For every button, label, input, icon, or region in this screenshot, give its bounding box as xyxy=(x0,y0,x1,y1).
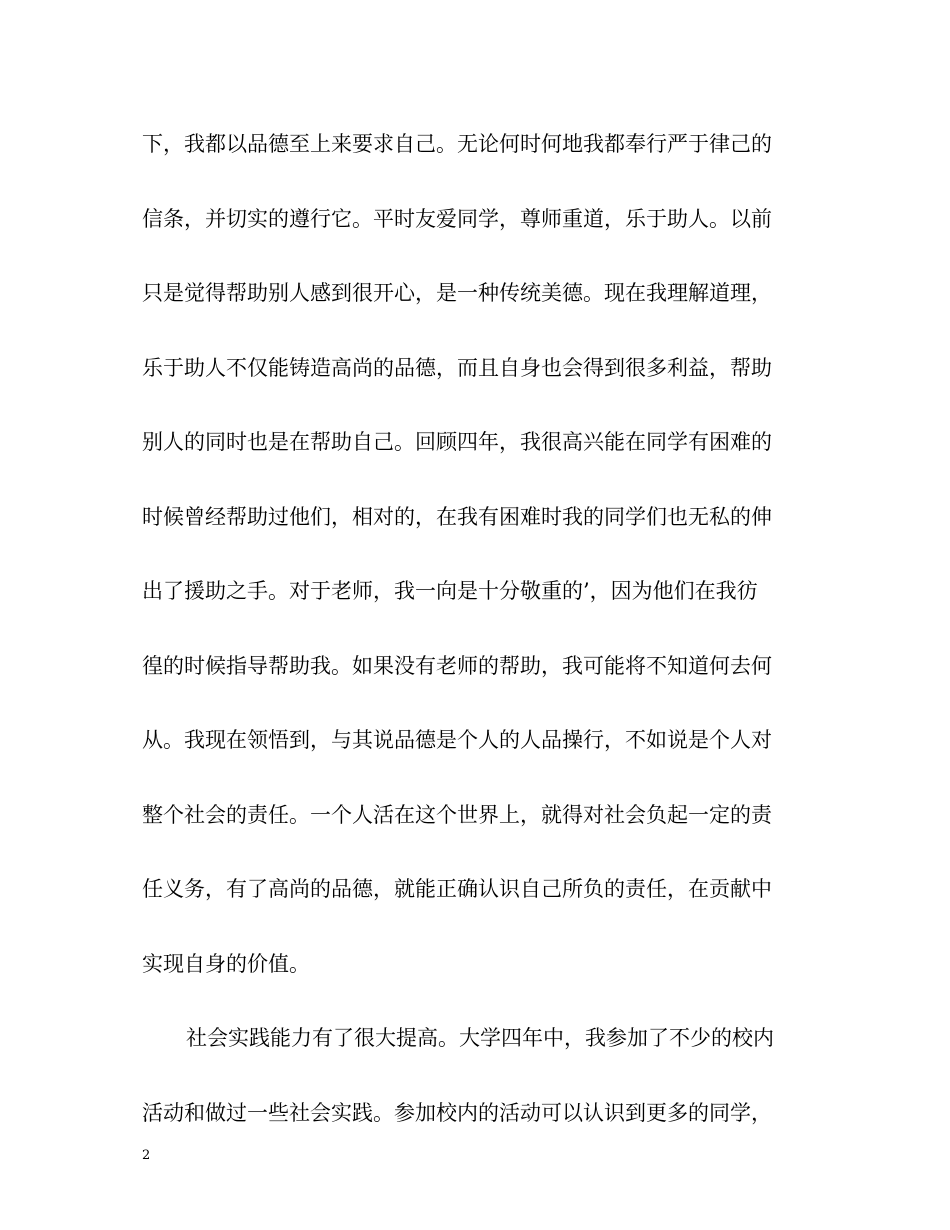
paragraph-start-line: 社会实践能力有了很大提高。大学四年中，我参加了不少的校内 xyxy=(186,1026,774,1050)
text-line: 别人的同时也是在帮助自己。回顾四年，我很高兴能在同学有困难的 xyxy=(142,430,772,454)
text-line: 从。我现在领悟到，与其说品德是个人的人品操行，不如说是个人对 xyxy=(142,728,772,752)
page-number: 2 xyxy=(142,1148,151,1163)
text-line: 信条，并切实的遵行它。平时友爱同学，尊师重道，乐于助人。以前 xyxy=(142,206,772,231)
text-line: 出了援助之手。对于老师，我一向是十分敬重的’，因为他们在我彷 xyxy=(142,579,758,603)
text-line: 整个社会的责任。一个人活在这个世界上，就得对社会负起一定的责 xyxy=(142,802,772,827)
text-line: 实现自身的价值。 xyxy=(142,951,310,976)
text-line: 徨的时候指导帮助我。如果没有老师的帮助，我可能将不知道何去何 xyxy=(142,653,772,678)
text-line: 任义务，有了高尚的品德，就能正确认识自己所负的责任，在贡献中 xyxy=(142,877,772,901)
text-line: 乐于助人不仅能铸造高尚的品德，而且自身也会得到很多利益，帮助 xyxy=(142,355,772,380)
text-line: 时候曾经帮助过他们，相对的，在我有困难时我的同学们也无私的伸 xyxy=(142,504,772,529)
text-line: 活动和做过一些社会实践。参加校内的活动可以认识到更多的同学， xyxy=(142,1100,772,1125)
text-line: 下，我都以品德至上来要求自己。无论何时何地我都奉行严于律己的 xyxy=(142,132,772,156)
text-line: 只是觉得帮助别人感到很开心，是一种传统美德。现在我理解道理， xyxy=(142,281,772,305)
body-text xyxy=(142,124,822,1167)
